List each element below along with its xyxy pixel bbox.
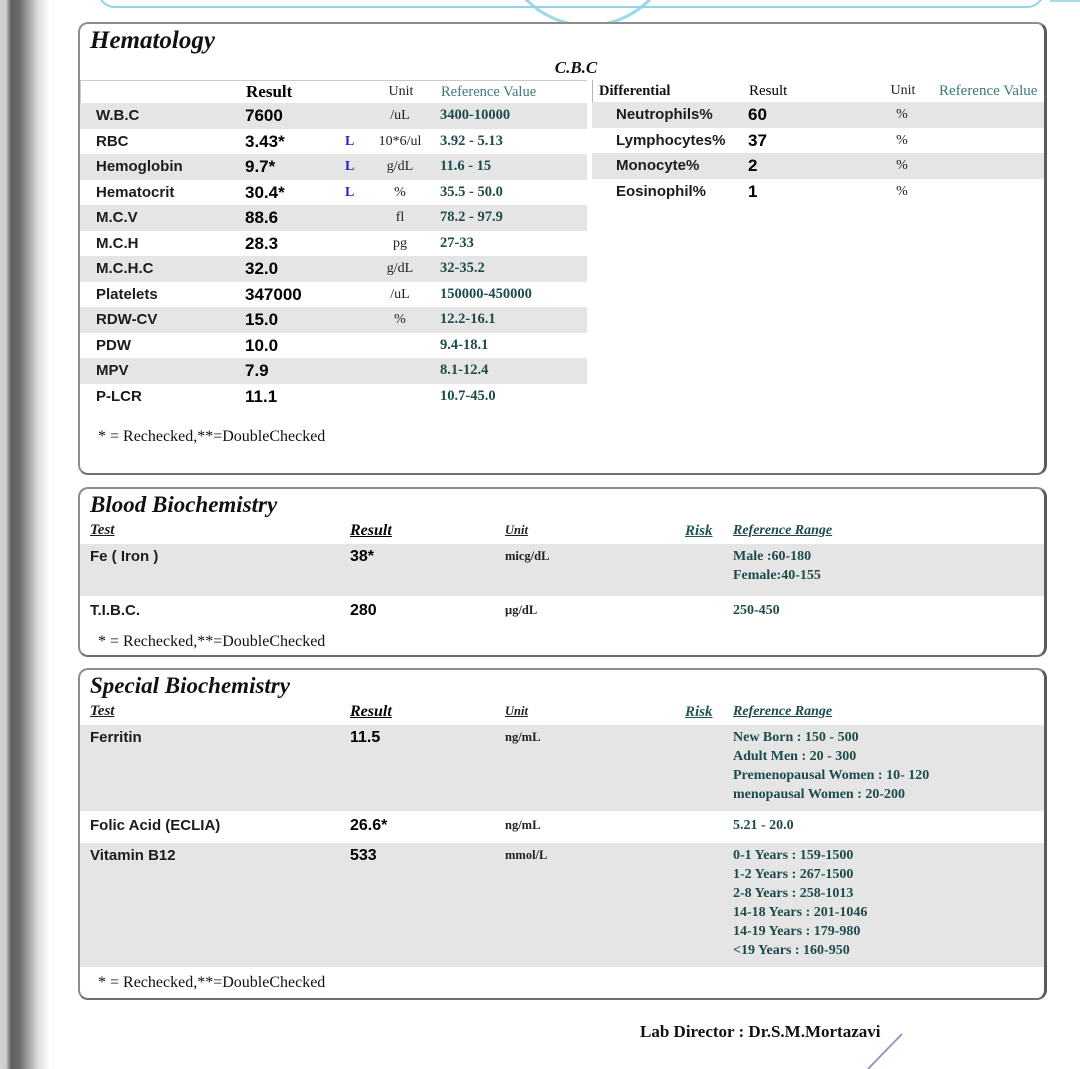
- reference-line: 0-1 Years : 159-1500: [733, 848, 854, 863]
- unit: mmol/L: [505, 848, 548, 862]
- recheck-footnote: * = Rechecked,**=DoubleChecked: [98, 633, 326, 650]
- reference-line: 250-450: [733, 603, 780, 618]
- differential-header-result: Result: [749, 83, 788, 99]
- risk: [685, 846, 733, 964]
- special-biochemistry-section: [78, 668, 1047, 1000]
- reference-range: [733, 816, 1044, 838]
- reference-value: 78.2 - 97.9: [440, 209, 503, 225]
- unit: g/dL: [386, 261, 414, 276]
- hematology-section: [78, 22, 1047, 475]
- test-name: Vitamin B12: [90, 847, 176, 864]
- result-value: 1: [748, 181, 758, 201]
- reference-range: [733, 728, 1044, 808]
- blood-biochemistry-section: [78, 487, 1047, 657]
- test-name: Monocyte%: [616, 157, 700, 174]
- reference-line: 2-8 Years : 258-1013: [733, 886, 854, 901]
- result-value: 88.6: [245, 208, 279, 227]
- header-risk: Risk: [685, 704, 713, 720]
- table-row: [80, 103, 587, 129]
- special-biochemistry-header-row: [80, 702, 1044, 723]
- hematology-title: Hematology: [90, 27, 215, 54]
- result-value: 11.1: [245, 386, 278, 406]
- cbc-subtitle: C.B.C: [554, 58, 598, 77]
- header-result: Result: [350, 703, 392, 720]
- unit: %: [896, 158, 908, 173]
- cbc-header-flag: [346, 81, 366, 103]
- test-name: MPV: [96, 362, 129, 379]
- table-row: [80, 544, 1044, 596]
- signature-stroke: [840, 1030, 930, 1069]
- unit: fl: [395, 210, 405, 225]
- unit: /uL: [390, 286, 410, 302]
- cbc-header-result: Result: [246, 82, 293, 101]
- unit: [365, 384, 435, 410]
- cbc-header-unit: Unit: [388, 84, 414, 99]
- recheck-footnote: * = Rechecked,**=DoubleChecked: [98, 974, 326, 991]
- flag: [345, 205, 365, 231]
- reference-value: 11.6 - 15: [440, 158, 492, 174]
- unit: %: [394, 184, 406, 200]
- reference-range: [733, 547, 1044, 593]
- table-row: [592, 102, 1044, 128]
- flag: L: [345, 184, 355, 200]
- reference-value: 8.1-12.4: [440, 362, 489, 378]
- header-risk: Risk: [685, 523, 713, 539]
- reference-line: Female:40-155: [733, 568, 821, 583]
- flag: [345, 282, 365, 308]
- test-name: PDW: [96, 336, 131, 354]
- reference-value: 10.7-45.0: [440, 387, 496, 404]
- cbc-table: [80, 80, 587, 409]
- flag: [345, 384, 365, 410]
- table-row: [80, 333, 587, 359]
- reference-line: menopausal Women : 20-200: [733, 787, 906, 802]
- result-value: 60: [748, 105, 767, 124]
- test-name: M.C.H.C: [96, 260, 154, 277]
- cbc-header-row: [80, 80, 587, 103]
- header-outer-border-fragment: [1050, 0, 1080, 2]
- unit: /uL: [390, 108, 410, 123]
- reference-line: New Born : 150 - 500: [733, 730, 859, 745]
- test-name: W.B.C: [96, 107, 140, 124]
- reference-range: [733, 601, 1044, 623]
- reference-value: 3400-10000: [440, 107, 511, 123]
- table-row: [80, 256, 587, 282]
- reference-value: [932, 102, 1044, 128]
- reference-value: 32-35.2: [440, 260, 485, 276]
- reference-value: [932, 179, 1044, 205]
- differential-header-test: Differential: [599, 83, 671, 99]
- unit: µg/dL: [505, 603, 538, 617]
- differential-header-unit: Unit: [890, 83, 916, 98]
- reference-line: <19 Years : 160-950: [733, 943, 850, 958]
- reference-value: 3.92 - 5.13: [440, 132, 503, 149]
- table-row: [80, 154, 587, 180]
- table-row: [80, 282, 587, 308]
- unit: [365, 358, 435, 384]
- reference-value: [932, 128, 1044, 154]
- header-reference: Reference Range: [733, 523, 833, 538]
- table-row: [80, 843, 1044, 967]
- table-row: [80, 384, 587, 410]
- reference-value: 35.5 - 50.0: [440, 183, 503, 200]
- cbc-header-test: [81, 81, 246, 103]
- header-reference: Reference Range: [733, 704, 833, 719]
- test-name: Lymphocytes%: [616, 131, 726, 149]
- differential-header-reference: Reference Value: [939, 83, 1038, 99]
- header-test: Test: [90, 703, 115, 719]
- reference-value: 150000-450000: [440, 285, 532, 302]
- result-value: 32.0: [245, 259, 279, 278]
- test-name: Hemoglobin: [96, 158, 183, 175]
- reference-value: [932, 153, 1044, 179]
- test-name: Neutrophils%: [616, 106, 713, 123]
- reference-range: [733, 846, 1044, 964]
- reference-line: Male :60-180: [733, 549, 812, 564]
- flag: [345, 333, 365, 359]
- recheck-footnote: * = Rechecked,**=DoubleChecked: [98, 428, 326, 445]
- risk: [685, 728, 733, 808]
- table-row: [592, 128, 1044, 154]
- reference-value: 9.4-18.1: [440, 336, 489, 353]
- header-test: Test: [90, 522, 115, 538]
- header-unit: Unit: [505, 704, 528, 718]
- reference-value: 27-33: [440, 234, 474, 251]
- differential-header-row: [592, 80, 1044, 102]
- table-row: [80, 598, 1044, 626]
- table-row: [80, 813, 1044, 841]
- header-unit: Unit: [505, 523, 528, 537]
- table-row: [80, 231, 587, 257]
- flag: L: [345, 159, 355, 174]
- result-value: 3.43*: [245, 131, 285, 151]
- test-name: Fe ( Iron ): [90, 548, 159, 565]
- blood-biochemistry-header-row: [80, 521, 1044, 542]
- table-row: [592, 153, 1044, 179]
- unit: pg: [393, 235, 407, 251]
- header-box-bottom-border: [97, 0, 1045, 8]
- flag: [345, 231, 365, 257]
- flag: L: [345, 133, 355, 149]
- reference-line: 5.21 - 20.0: [733, 818, 794, 833]
- unit: g/dL: [386, 159, 414, 174]
- result-value: 2: [748, 156, 758, 175]
- flag: [345, 358, 365, 384]
- reference-line: 14-18 Years : 201-1046: [733, 905, 868, 920]
- unit: %: [896, 107, 908, 122]
- reference-line: Adult Men : 20 - 300: [733, 749, 857, 764]
- unit: %: [896, 132, 908, 148]
- result-value: 11.5: [350, 729, 381, 746]
- result-value: 9.7*: [245, 157, 276, 176]
- test-name: Hematocrit: [96, 183, 175, 201]
- differential-table: [592, 80, 1044, 204]
- test-name: Folic Acid (ECLIA): [90, 817, 221, 834]
- test-name: M.C.V: [96, 209, 138, 226]
- cbc-header-reference: Reference Value: [441, 84, 537, 100]
- flag: [345, 103, 365, 129]
- risk: [685, 547, 733, 593]
- result-value: 15.0: [245, 310, 279, 329]
- result-value: 38*: [350, 548, 375, 565]
- test-name: Ferritin: [90, 729, 142, 746]
- unit: ng/mL: [505, 730, 541, 744]
- table-row: [80, 180, 587, 206]
- special-biochemistry-title: Special Biochemistry: [90, 673, 290, 698]
- test-name: RBC: [96, 132, 129, 150]
- result-value: 7.9: [245, 361, 269, 380]
- test-name: M.C.H: [96, 234, 139, 252]
- flag: [345, 256, 365, 282]
- risk: [685, 816, 733, 838]
- result-value: 280: [350, 602, 377, 619]
- table-row: [80, 129, 587, 155]
- table-row: [80, 307, 587, 333]
- flag: [345, 307, 365, 333]
- blood-biochemistry-title: Blood Biochemistry: [90, 492, 278, 517]
- table-row: [80, 205, 587, 231]
- reference-line: Premenopausal Women : 10- 120: [733, 768, 930, 783]
- result-value: 37: [748, 130, 767, 150]
- test-name: T.I.B.C.: [90, 602, 141, 619]
- unit: %: [394, 312, 406, 327]
- unit: %: [896, 183, 908, 199]
- risk: [685, 601, 733, 623]
- table-row: [80, 725, 1044, 811]
- unit: [365, 333, 435, 359]
- test-name: RDW-CV: [96, 311, 158, 328]
- unit: ng/mL: [505, 818, 541, 832]
- table-row: [592, 179, 1044, 205]
- result-value: 30.4*: [245, 182, 285, 202]
- unit: micg/dL: [505, 549, 550, 563]
- lab-director-label: Lab Director : Dr.S.M.Mortazavi: [640, 1022, 881, 1041]
- result-value: 347000: [245, 284, 302, 304]
- result-value: 26.6*: [350, 817, 388, 834]
- reference-line: 1-2 Years : 267-1500: [733, 867, 854, 882]
- test-name: Platelets: [96, 285, 158, 303]
- unit: 10*6/ul: [378, 133, 422, 149]
- header-result: Result: [350, 522, 392, 539]
- table-row: [80, 358, 587, 384]
- test-name: P-LCR: [96, 387, 142, 405]
- reference-value: 12.2-16.1: [440, 311, 496, 327]
- scan-page-edge-shadow: [0, 0, 52, 1069]
- result-value: 533: [350, 847, 377, 864]
- result-value: 10.0: [245, 335, 279, 355]
- result-value: 28.3: [245, 233, 279, 253]
- reference-line: 14-19 Years : 179-980: [733, 924, 861, 939]
- test-name: Eosinophil%: [616, 182, 706, 200]
- result-value: 7600: [245, 106, 283, 125]
